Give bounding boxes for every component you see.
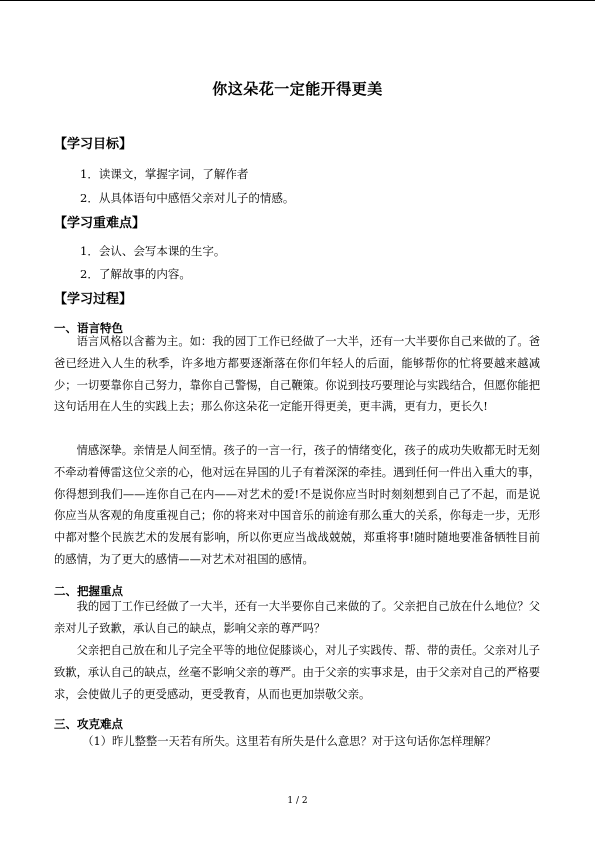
process-heading: 【学习过程】	[54, 292, 133, 307]
section-3-heading: 三、攻克难点	[54, 717, 123, 731]
goal-item-1: 1．读课文，掌握字词，了解作者	[80, 167, 249, 181]
section-1-heading: 一、语言特色	[54, 321, 123, 335]
section-2-heading: 二、把握重点	[54, 584, 123, 598]
page-number: 1 / 2	[287, 796, 308, 806]
key-point-item-1: 1．会认、会写本课的生字。	[80, 244, 226, 258]
section-1-paragraph-2: 情感深挚。亲情是人间至情。孩子的一言一行，孩子的情绪变化，孩子的成功失败都无时无刻不牵动着傅雷这位父亲的心，他对远在异国的儿子有着深深的牵挂。遇到任何一件出入重大的事，你得想到我们——连你自己在内——对艺术的爱!不是说你应当时时刻刻想到自己了不起，而是说你应当从客观的角度重视自己；你的将来对中国音乐的前途有那么重大的关系，你每走一步，无形中都对整个民族艺术的发展有影响，所以你更应当战战兢兢，郑重将事!随时随地要准备牺牲目前的感情，为了更大的感情——对艺术对祖国的感情。	[54, 444, 540, 566]
page-title: 你这朵花一定能开得更美	[212, 80, 383, 98]
key-point-item-2: 2．了解故事的内容。	[80, 267, 191, 281]
section-1-paragraph-1: 语言风格以含蓄为主。如：我的园丁工作已经做了一大半，还有一大半要你自己来做的了。爸爸已经进入人生的秋季，许多地方都要逐渐落在你们年轻人的后面，能够帮你的忙将要越来越减少；一切要靠你自己努力，靠你自己警惕，自己鞭策。你说到技巧要理论与实践结合，但愿你能把这句话用在人生的实践上去；那么你这朵花一定能开得更美，更丰满，更有力，更长久!	[54, 335, 540, 414]
section-3-paragraph-1: （1）昨儿整整一天若有所失。这里若有所失是什么意思？对于这句话你怎样理解？	[82, 735, 497, 748]
key-points-heading: 【学习重难点】	[54, 216, 146, 231]
section-2-paragraph-2: 父亲把自己放在和儿子完全平等的地位促膝谈心，对儿子实践传、帮、带的责任。父亲对儿子致歉，承认自己的缺点，丝毫不影响父亲的尊严。由于父亲的实事求是，由于父亲对自己的严格要求，会使做儿子的更受感动，更受教育，从而也更加崇敬父亲。	[54, 644, 540, 701]
goals-heading: 【学习目标】	[54, 137, 133, 152]
top-border-line	[0, 0, 595, 1]
goal-item-2: 2．从具体语句中感悟父亲对儿子的情感。	[80, 191, 295, 205]
section-2-paragraph-1: 我的园丁工作已经做了一大半，还有一大半要你自己来做的了。父亲把自己放在什么地位？父亲对儿子致歉，承认自己的缺点，影响父亲的尊严吗？	[54, 600, 540, 635]
